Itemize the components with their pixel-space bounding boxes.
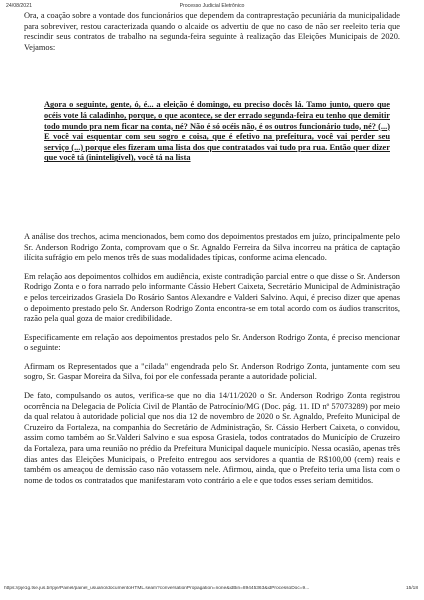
paragraph-especificamente: Especificamente em relação aos depoimentos prestados pelo Sr. Anderson Rodrigo Zonta, é preciso mencionar o seguinte:	[24, 332, 400, 353]
document-url[interactable]: https://pje1g.tse.jus.br/pje/Painel/painel_usuario/documentoHTML.seam?conversationPropagation=none&idBin=89445363&idProcessoDoc=9...	[4, 586, 310, 591]
page-number: 15/18	[405, 586, 418, 591]
paragraph-depoimentos: Em relação aos depoimentos colhidos em audiência, existe contradição parcial entre o que disse o Sr. Anderson Rodrigo Zonta e o fora narrado pelo informante Cássio Hebert Caixeta, Secretário Municipal de Administração e pelos terceirizados Grasiela Do Rosário Santos Alexandre e Valderi Salvino. Aqui, é preciso dizer que apenas o depoimento prestado pelo Sr. Anderson Rodrigo Zonta encontra-se em total acordo com os áudios transcritos, razão pela qual goza de maior credibilidade.	[24, 271, 400, 324]
paragraph-ocorrencia: De fato, compulsando os autos, verifica-se que no dia 14/11/2020 o Sr. Anderson Rodrigo Zonta registrou ocorrência na Delegacia de Polícia Civil de Plantão de Patrocínio/MG (Doc. pág. 11. ID nº 57073289) por meio da qual relatou à autoridade policial que nos dia 12 de novembro de 2020 o Sr. Agnaldo, Prefeito Municipal de Cruzeiro da Fortaleza, na companhia do Secretário de Administração, Sr. Cássio Herbert Caixeta, o convidou, assim como também ao Sr.Valderi Salvino e sua esposa Grasiela, todos contratados do Município de Cruzeiro da Fortaleza, para uma reunião no prédio da Prefeitura Municipal daquele município. Nessa ocasião, apenas três dias antes das Eleições Municipais, o Prefeito entregou aos servidores a quantia de R$100,00 (cem) reais e também os ameaçou de demissão caso não votassem nele. Afirmou, ainda, que o Prefeito teria uma lista com o nome de todos os contratados que manifestaram voto contrário a ele e que todos esses seriam demitidos.	[24, 391, 400, 485]
print-date: 24/08/2021	[6, 3, 32, 9]
document-body	[24, 11, 400, 486]
page-title: Processo Judicial Eletrônico	[179, 3, 245, 9]
paragraph-analise: A análise dos trechos, acima mencionados, bem como dos depoimentos prestados em juízo, principalmente pelo Sr. Anderson Rodrigo Zonta, comprovam que o Sr. Agnaldo Ferreira da Silva incorreu na prática de captação ilícita sufrágio em pelo menos três de suas modalidades típicas, conforme acima elencado.	[24, 231, 400, 263]
paragraph-coacao: Ora, a coação sobre a vontade dos funcionários que dependem da contraprestação pecuniária da municipalidade para sobreviver, restou caracterizada quando o alcaide os advertiu de que no caso de não ser reeleito teria que rescindir seus contratos de trabalho na segunda-feira seguinte à realização das Eleições Municipais de 2020. Vejamos:	[24, 11, 400, 52]
paragraph-cilada: Afirmam os Representados que a "cilada" engendrada pelo Sr. Anderson Rodrigo Zonta, juntamente com seu sogro, Sr. Gaspar Moreira da Silva, foi por ele confessada perante a autoridade policial.	[24, 361, 400, 382]
audio-transcript-quote: Agora o seguinte, gente, ó, é... a eleição é domingo, eu preciso docês lá. Tamo junto, quero que océis vote lá caladinho, porque, o que acontece, se der errado segunda-feira eu tenho que demitir todo mundo pra nem ficar na conta, né? Não é só océis não, é os outros funcionário tudo, né? (...) E você vai esquentar com seu sogro e coisa, que é efetivo na prefeitura, você vai perder seu serviço (...) porque eles fizeram uma lista dos que contratados vai tudo pra rua. Então quer dizer que você tá (ininteligível), você tá na lista	[44, 100, 390, 163]
page-footer	[4, 586, 418, 595]
